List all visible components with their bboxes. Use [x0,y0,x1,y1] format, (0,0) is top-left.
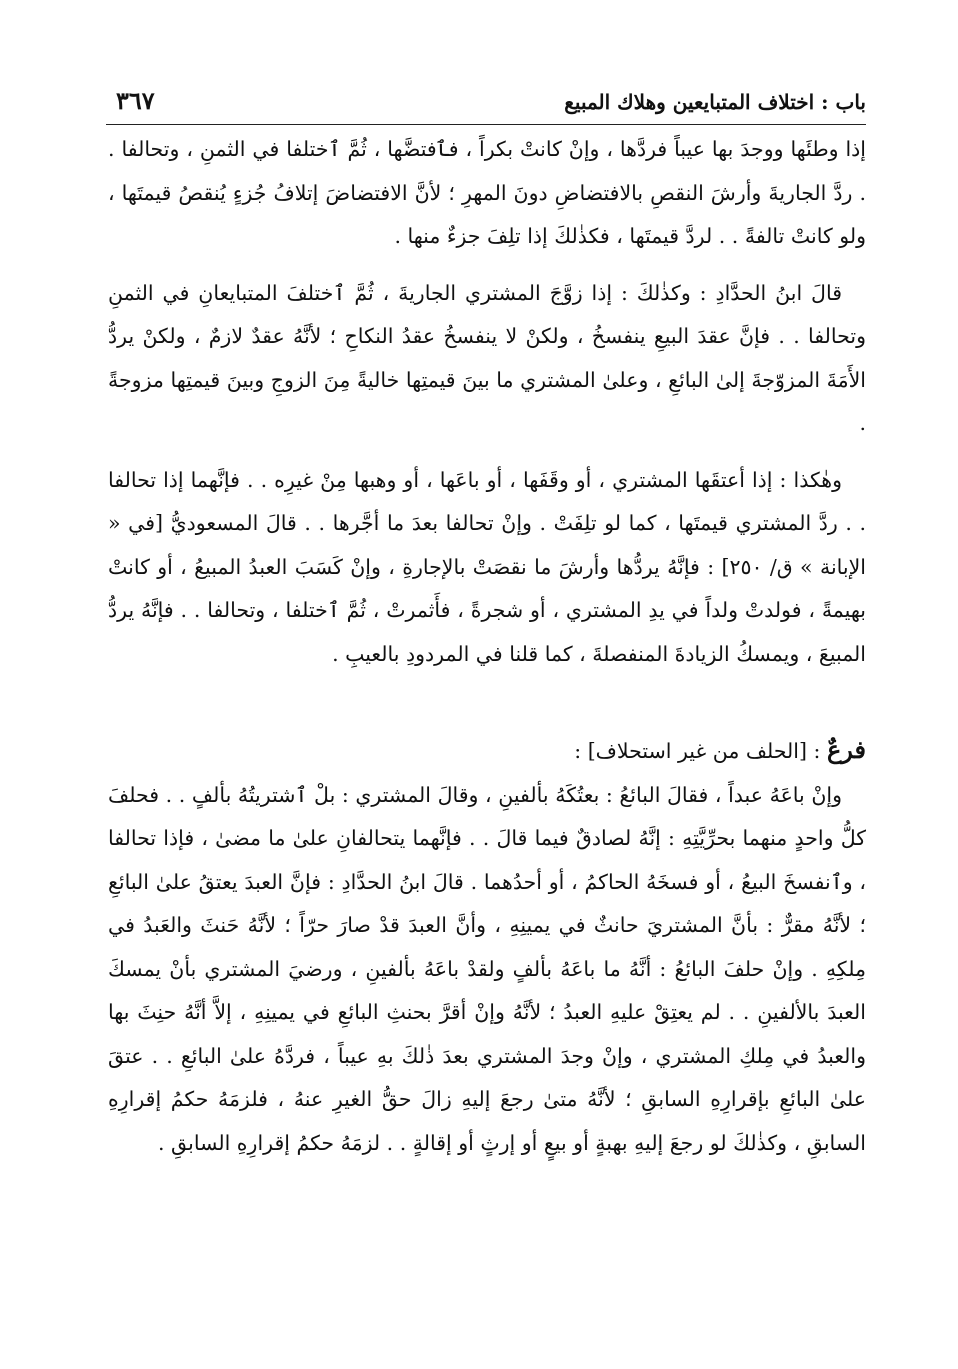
branch-title: : [الحلف من غير استحلاف] : [574,739,821,763]
paragraph: إذا وطئَها ووجدَ بها عيباً فردَّها ، وإنْ كانتْ بكراً ، فٱفتضَّها ، ثُمَّ ٱختلفا في الثمنِ ، وتحالفا . . ردَّ الجاريةَ وأرشَ النقصِ بالافتضاضِ دونَ المهرِ ؛ لأنَّ الافتضاضَ إتلافُ جُزءٍ يُنقصُ قيمتَها ، ولو كانتْ تالفةً . . لردَّ قيمتَها ، فكذٰلكَ إذا تلِفَ جزءٌ منها . [108,137,866,248]
page-header [108,84,866,124]
header-rule [106,124,866,125]
branch-heading [108,728,866,774]
paragraph: وهٰكذا : إذا أعتقَها المشتري ، أو وقَفَها ، أو باعَها ، أو وهبها مِنْ غيرِه . . فإنَّهما إذا تحالفا . . ردَّ المشتري قيمتَها ، كما لو تلِفَتْ . وإنْ تحالفا بعدَ ما أجَّرها . . قالَ المسعوديُّ [في « الإبانة » ق/ ٢٥٠] : فإنَّهُ يردُّها وأرشَ ما نقصَتْ بالإجارةِ ، وإنْ كَسَبَ العبدُ المبيعُ ، أو كانتْ بهيمةً ، فولدتْ ولداً في يدِ المشتري ، أو شجرةً ، فأَثمرتْ ، ثُمَّ ٱختلفا ، وتحالفا . . فإنَّهُ يردُّ المبيعَ ، ويمسكُ الزيادةَ المنفصلةَ ، كما قلنا في المردودِ بالعيبِ . [108,467,866,666]
section-gap [108,676,866,728]
branch-paragraph: وإنْ باعَهُ عبداً ، فقالَ البائعُ : بعتُكَهُ بألفينِ ، وقالَ المشتري : بلْ ٱشتريتُهُ بألفٍ . . فحلفَ كلُّ واحدٍ منهما بحرِّيَّتِهِ : إنَّهُ لصادقٌ فيما قالَ . . فإنَّهما يتحالفانِ علىٰ ما مضىٰ ، فإذا تحالفا ، وٱنفسخَ البيعُ ، أو فسخَهُ الحاكمُ ، أو أحدُهما . قالَ ابنُ الحدَّادِ : فإنَّ العبدَ يعتقُ علىٰ البائعِ ؛ لأنَّهُ مقرٌّ : بأنَّ المشتريَ حانثٌ في يمينِهِ ، وأنَّ العبدَ قدْ صارَ حرّاً ؛ لأنَّهُ حَنثَ والعَبدُ في مِلكِهِ . وإنْ حلفَ البائعُ : أنَّهُ ما باعَهُ بألفٍ ولقدْ باعَهُ بألفينِ ، ورضيَ المشتري بأنْ يمسكَ العبدَ بالألفينِ . . لم يعتِقْ عليهِ العبدُ ؛ لأنَّهُ وإنْ أقرَّ بحنثِ البائعِ في يمينِهِ ، إلاَّ أنَّهُ حنِثَ بها والعبدُ في مِلكِ المشتري ، وإنْ وجدَ المشتري بعدَ ذٰلكَ بهِ عيباً ، فردَّهُ علىٰ البائعِ . . عتقَ علىٰ البائعِ بإقرارِهِ السابقِ ؛ لأنَّهُ متىٰ رجعَ إليهِ زالَ حقُّ الغيرِ عنهُ ، فلزمَهُ حكمُ إقرارِهِ السابقِ ، وكذٰلكَ لو رجعَ إليهِ بهبةٍ أو بيعٍ أو إرثٍ أو إقالةٍ . . لزمَهُ حكمُ إقرارِهِ السابقِ . [108,782,866,1155]
branch-label: فرعٌ [826,735,866,764]
running-title: باب : اختلاف المتبايعين وهلاك المبيع [564,90,866,114]
page-number: ٣٦٧ [116,86,155,115]
body-text [108,128,866,1165]
paragraph: قالَ ابنُ الحدَّادِ : وكذٰلكَ : إذا زوَّجَ المشتري الجاريةَ ، ثُمَّ ٱختلفَ المتبايعانِ في الثمنِ وتحالفا . . فإنَّ عقدَ البيعِ ينفسخُ ، ولكنْ لا ينفسخُ عقدُ النكاحِ ؛ لأنَّهُ عقدٌ لازمٌ ، ولكنْ يردُّ الأَمَةَ المزوّجةَ إلىٰ البائعِ ، وعلىٰ المشتري ما بينَ قيمتِها خاليةً مِنَ الزوجِ وبينَ قيمتِها مزوجةً . [108,280,866,435]
